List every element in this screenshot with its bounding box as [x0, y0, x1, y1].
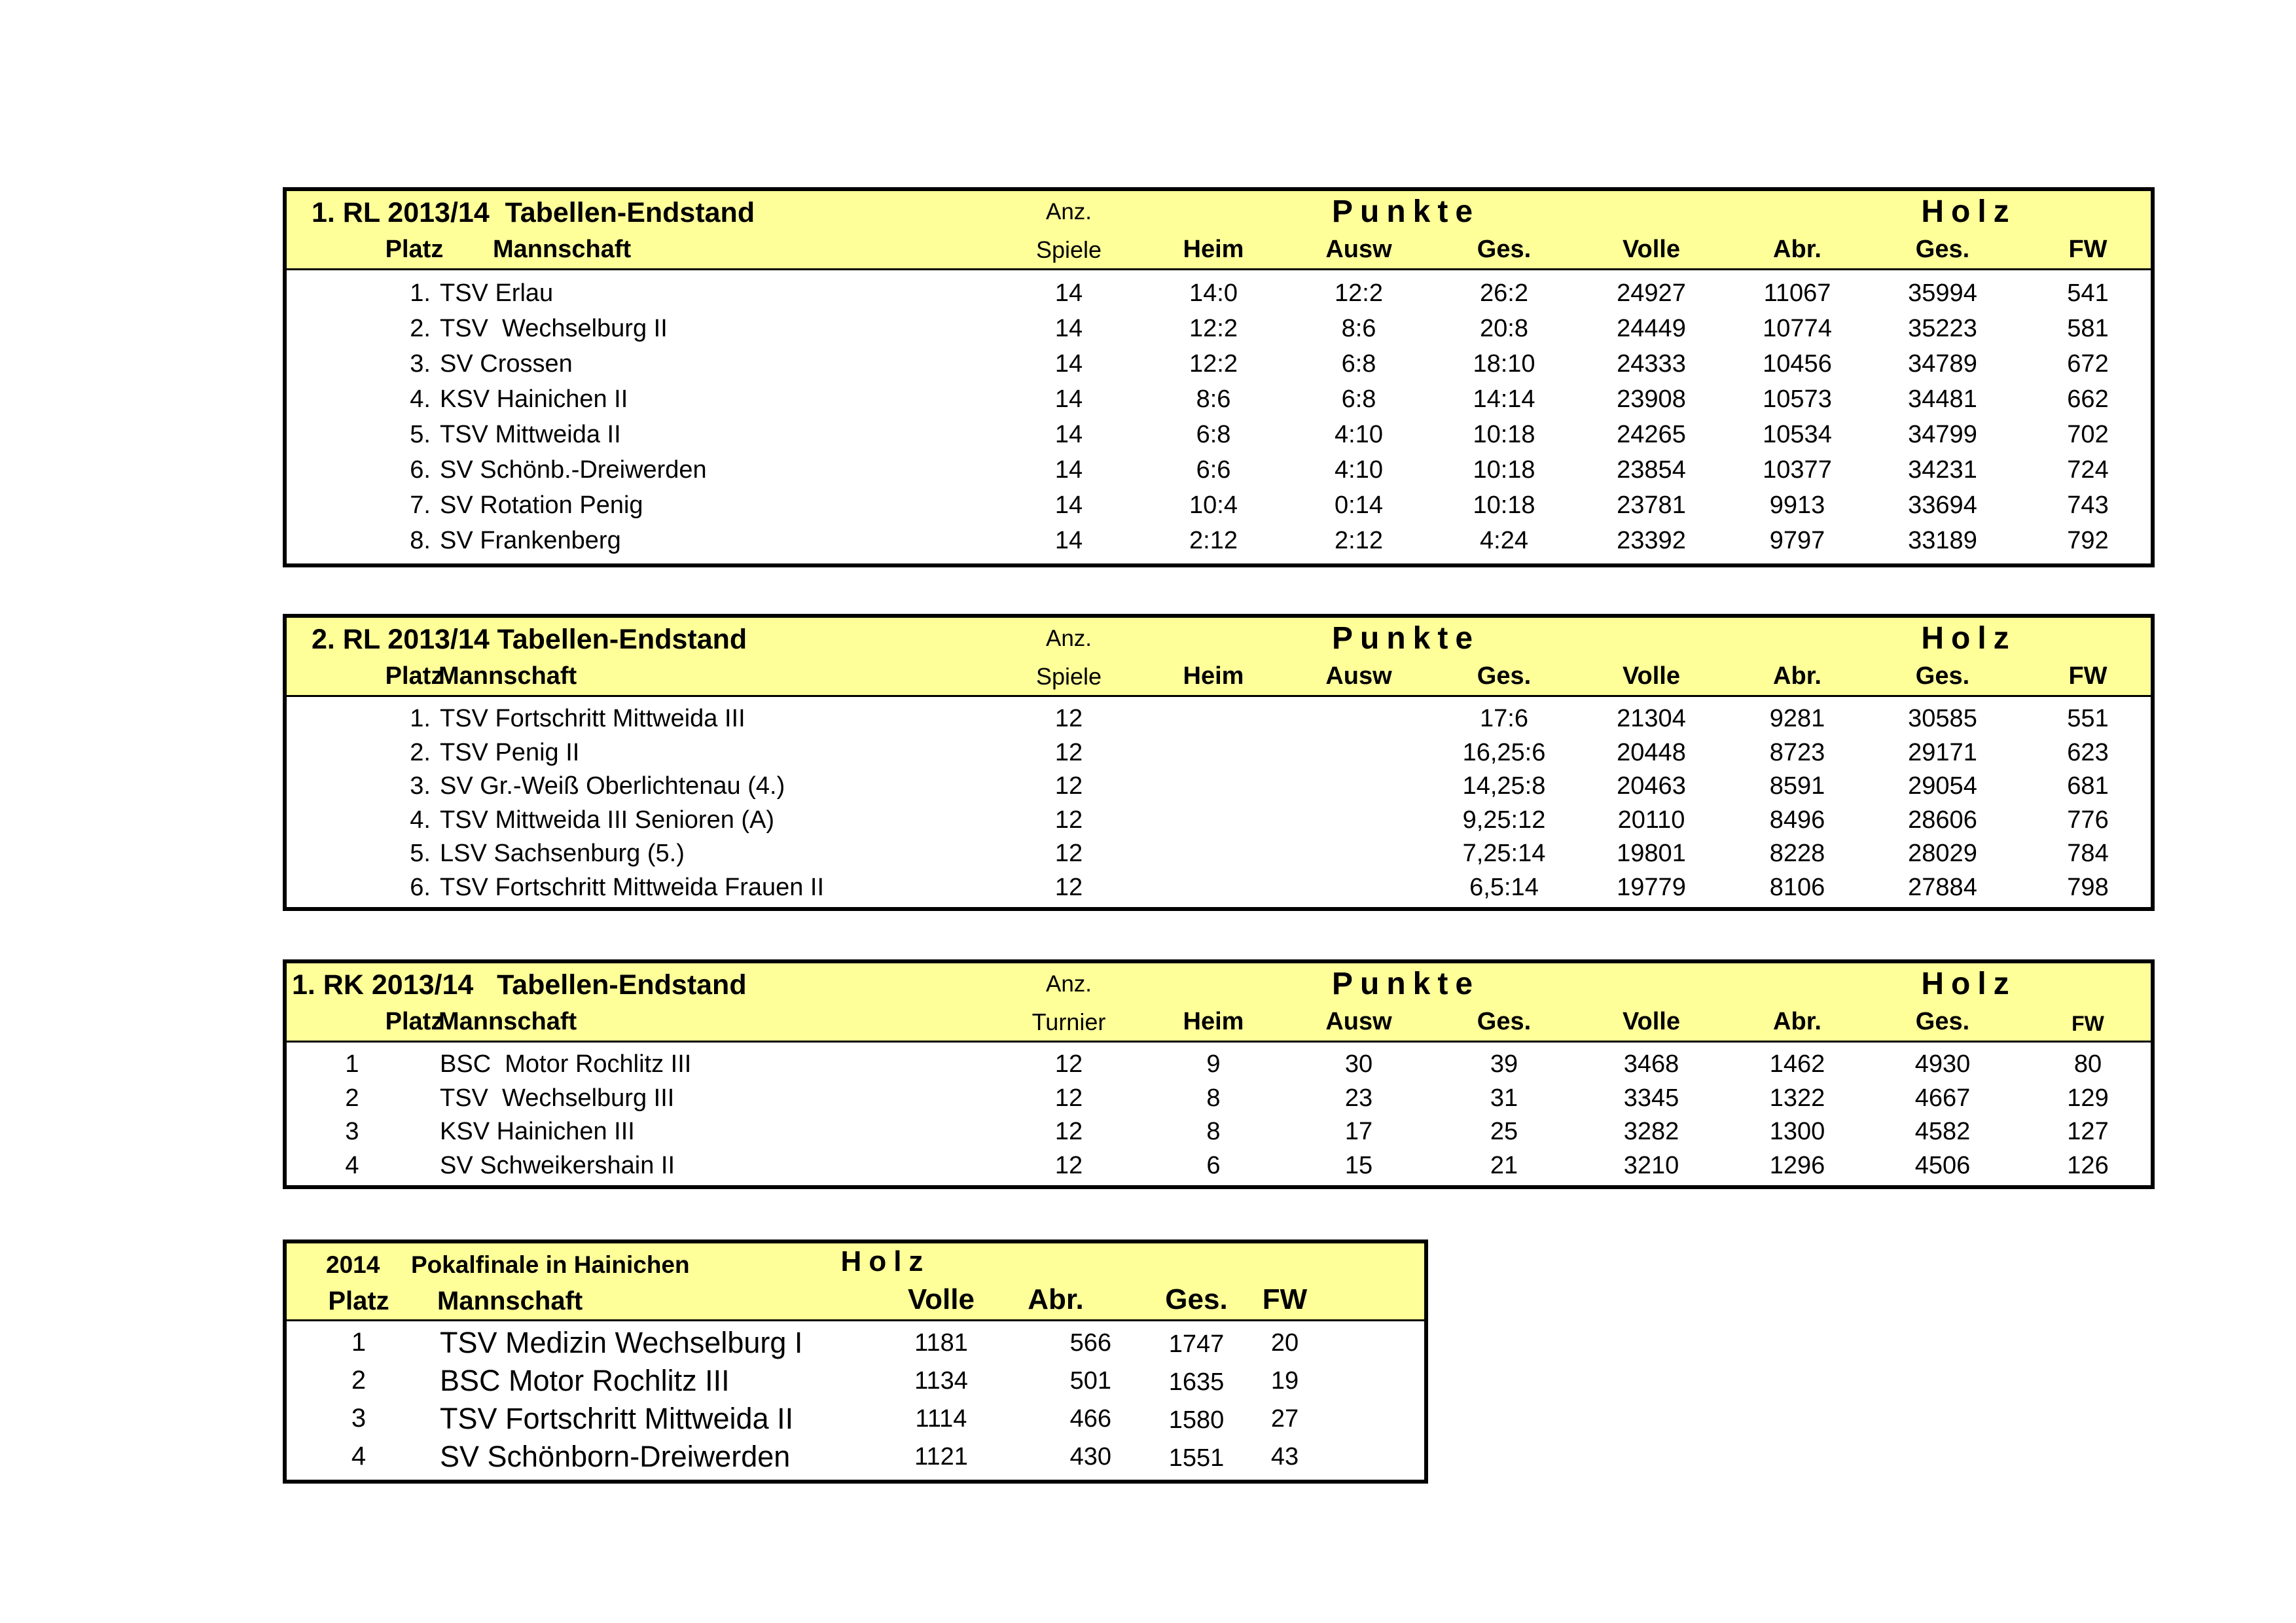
row-abr: 466: [1069, 1405, 1111, 1433]
row-ausw: 6:8: [1341, 350, 1376, 378]
row-heim: 14:0: [1189, 279, 1238, 307]
col-volle: Volle: [1623, 662, 1680, 690]
standings-table-3: [283, 959, 2155, 1189]
row-holz: 28606: [1908, 806, 1977, 834]
row-fw: 776: [2067, 806, 2109, 834]
row-team: TSV Wechselburg III: [440, 1084, 675, 1112]
row-team: SV Crossen: [440, 350, 573, 378]
row-platz: 4.: [410, 385, 431, 413]
table-body: [287, 270, 2151, 563]
row-fw: 623: [2067, 738, 2109, 766]
row-volle: 21304: [1617, 705, 1686, 732]
row-anz: 12: [1054, 1084, 1083, 1112]
row-team: TSV Erlau: [440, 279, 554, 307]
row-abr: 10377: [1763, 456, 1832, 484]
row-volle: 1134: [914, 1367, 968, 1395]
row-ges: 1580: [1168, 1406, 1225, 1434]
row-holz: 30585: [1908, 705, 1977, 732]
row-team: TSV Medizin Wechselburg I: [440, 1326, 803, 1359]
row-fw: 20: [1270, 1329, 1299, 1357]
row-abr: 9797: [1769, 527, 1825, 554]
row-volle: 24449: [1617, 315, 1686, 342]
row-abr: 8106: [1769, 873, 1825, 901]
pokal-holz-label: Holz: [840, 1245, 931, 1277]
row-team: TSV Penig II: [440, 738, 580, 766]
row-platz: 5.: [410, 421, 431, 448]
row-fw: 80: [2073, 1050, 2102, 1078]
row-ges: 21: [1490, 1151, 1518, 1179]
row-holz: 34799: [1908, 421, 1977, 448]
row-ges: 14:14: [1473, 385, 1535, 413]
row-platz: 3: [351, 1404, 367, 1433]
row-ausw: 23: [1344, 1084, 1373, 1112]
row-holz: 34789: [1908, 350, 1977, 378]
row-anz: 12: [1054, 705, 1083, 732]
row-ausw: 0:14: [1335, 491, 1383, 519]
row-abr: 8228: [1769, 840, 1825, 867]
row-platz: 4: [351, 1442, 367, 1471]
row-volle: 3282: [1623, 1118, 1679, 1145]
row-holz: 28029: [1908, 840, 1977, 867]
holz-label: Holz: [1921, 967, 2017, 1001]
table-row: [287, 1324, 1424, 1362]
table-header: [287, 963, 2151, 1043]
row-holz: 4506: [1914, 1151, 1971, 1179]
col-ges2: Ges.: [1915, 662, 1970, 690]
row-fw: 681: [2067, 772, 2109, 800]
row-abr: 10534: [1763, 421, 1832, 448]
col-ausw: Ausw: [1325, 662, 1392, 690]
pokal-header: [287, 1243, 1424, 1321]
row-abr: 10456: [1763, 350, 1832, 378]
row-holz: 34231: [1908, 456, 1977, 484]
pokal-col-ges: Ges.: [1165, 1283, 1228, 1315]
table-header: [287, 191, 2151, 270]
col-anz-sub: Turnier: [1031, 1008, 1106, 1035]
row-anz: 12: [1054, 1118, 1083, 1145]
row-team: TSV Fortschritt Mittweida II: [440, 1402, 794, 1435]
row-abr: 566: [1069, 1329, 1111, 1357]
row-team: BSC Motor Rochlitz III: [440, 1050, 692, 1078]
col-ges2: Ges.: [1915, 236, 1970, 263]
row-platz: 7.: [410, 491, 431, 519]
row-ges: 7,25:14: [1462, 840, 1546, 867]
anz-label: Anz.: [1045, 626, 1092, 651]
row-holz: 4667: [1914, 1084, 1971, 1112]
col-mannschaft: Mannschaft: [439, 1008, 577, 1035]
row-ges: 10:18: [1473, 491, 1535, 519]
row-fw: 129: [2067, 1084, 2109, 1112]
row-abr: 11067: [1763, 279, 1831, 307]
row-ausw: 30: [1344, 1050, 1373, 1078]
row-volle: 20110: [1617, 806, 1685, 834]
anz-label: Anz.: [1045, 971, 1092, 997]
row-platz: 5.: [410, 840, 431, 867]
standings-table-1: [283, 187, 2155, 567]
row-heim: 12:2: [1189, 350, 1238, 378]
pokal-col-fw: FW: [1262, 1283, 1308, 1315]
row-fw: 743: [2067, 491, 2109, 519]
row-fw: 662: [2067, 385, 2109, 413]
table-row: [287, 1114, 2151, 1148]
row-volle: 3468: [1623, 1050, 1679, 1078]
row-anz: 12: [1054, 840, 1083, 867]
table-row: [287, 523, 2151, 558]
row-team: SV Schönborn-Dreiwerden: [440, 1440, 791, 1473]
standings-table-2: [283, 614, 2155, 911]
table-row: [287, 276, 2151, 311]
table-body: [287, 1043, 2151, 1185]
row-volle: 23392: [1617, 527, 1686, 554]
row-volle: 23781: [1617, 491, 1686, 519]
pokal-col-volle: Volle: [908, 1283, 975, 1315]
row-fw: 27: [1270, 1405, 1299, 1433]
col-ges: Ges.: [1477, 1008, 1532, 1035]
row-holz: 33189: [1908, 527, 1977, 554]
row-platz: 8.: [410, 527, 431, 554]
table-row: [287, 701, 2151, 735]
row-anz: 12: [1054, 806, 1083, 834]
row-abr: 9913: [1769, 491, 1825, 519]
row-ges: 26:2: [1480, 279, 1528, 307]
row-ausw: 4:10: [1335, 456, 1383, 484]
col-fw: FW: [2068, 662, 2108, 690]
col-abr: Abr.: [1773, 1008, 1821, 1035]
row-abr: 1462: [1769, 1050, 1825, 1078]
row-holz: 29171: [1908, 738, 1977, 766]
row-anz: 14: [1054, 315, 1083, 342]
col-anz-sub: Spiele: [1035, 236, 1102, 263]
table-row: [287, 768, 2151, 802]
table-row: [287, 1438, 1424, 1476]
table-row: [287, 452, 2151, 488]
table-row: [287, 311, 2151, 346]
row-holz: 29054: [1908, 772, 1977, 800]
row-volle: 24927: [1617, 279, 1686, 307]
table-row: [287, 1148, 2151, 1182]
col-mannschaft: Mannschaft: [439, 662, 577, 690]
row-anz: 12: [1054, 873, 1083, 901]
col-heim: Heim: [1183, 236, 1244, 263]
row-team: TSV Wechselburg II: [440, 315, 668, 342]
row-ges: 16,25:6: [1462, 738, 1546, 766]
row-volle: 3210: [1623, 1151, 1679, 1179]
row-fw: 19: [1270, 1367, 1299, 1395]
row-platz: 2: [351, 1366, 367, 1395]
table-body: [287, 697, 2151, 907]
row-abr: 8591: [1769, 772, 1825, 800]
row-holz: 33694: [1908, 491, 1977, 519]
col-platz: Platz: [385, 1008, 444, 1035]
col-ges: Ges.: [1477, 236, 1532, 263]
row-platz: 4: [345, 1151, 359, 1179]
row-team: TSV Fortschritt Mittweida Frauen II: [440, 873, 825, 901]
row-abr: 8496: [1769, 806, 1825, 834]
row-anz: 14: [1054, 350, 1083, 378]
punkte-label: Punkte: [1331, 194, 1480, 229]
row-team: TSV Mittweida III Senioren (A): [440, 806, 775, 834]
table-row: [287, 802, 2151, 836]
row-heim: 6:8: [1196, 421, 1231, 448]
row-team: TSV Fortschritt Mittweida III: [440, 705, 745, 732]
pokal-title: Pokalfinale in Hainichen: [411, 1251, 690, 1278]
row-ges: 1551: [1168, 1444, 1225, 1472]
row-anz: 14: [1054, 456, 1083, 484]
row-anz: 14: [1054, 279, 1083, 307]
table-title: 1. RL 2013/14 Tabellen-Endstand: [312, 197, 755, 228]
row-volle: 1114: [915, 1405, 967, 1433]
row-team: BSC Motor Rochlitz III: [440, 1364, 730, 1397]
pokal-col-mannschaft: Mannschaft: [437, 1287, 583, 1315]
row-anz: 12: [1054, 1050, 1083, 1078]
row-ausw: 2:12: [1335, 527, 1383, 554]
row-ges: 18:10: [1473, 350, 1535, 378]
row-holz: 4930: [1914, 1050, 1971, 1078]
pokal-col-platz: Platz: [328, 1287, 389, 1315]
row-heim: 8: [1206, 1084, 1221, 1112]
row-fw: 798: [2067, 873, 2109, 901]
row-ausw: 8:6: [1341, 315, 1376, 342]
row-holz: 35994: [1908, 279, 1977, 307]
row-ges: 10:18: [1473, 456, 1535, 484]
col-heim: Heim: [1183, 662, 1244, 690]
row-ausw: 6:8: [1341, 385, 1376, 413]
row-heim: 2:12: [1189, 527, 1238, 554]
row-fw: 551: [2067, 705, 2109, 732]
col-mannschaft: Mannschaft: [493, 236, 632, 263]
row-platz: 4.: [410, 806, 431, 834]
table-row: [287, 1400, 1424, 1438]
row-volle: 20448: [1617, 738, 1686, 766]
pokal-table: [283, 1240, 1428, 1484]
row-heim: 12:2: [1189, 315, 1238, 342]
anz-label: Anz.: [1045, 199, 1092, 224]
row-abr: 1300: [1769, 1118, 1825, 1145]
row-fw: 541: [2067, 279, 2109, 307]
pokal-body: [287, 1321, 1424, 1480]
row-volle: 1121: [914, 1443, 968, 1471]
row-ges: 1747: [1168, 1330, 1225, 1358]
table-row: [287, 735, 2151, 769]
row-anz: 12: [1054, 1151, 1083, 1179]
row-platz: 1: [345, 1050, 359, 1078]
row-holz: 35223: [1908, 315, 1977, 342]
row-ges: 17:6: [1480, 705, 1528, 732]
col-abr: Abr.: [1773, 662, 1821, 690]
row-platz: 2: [345, 1084, 359, 1112]
row-fw: 702: [2067, 421, 2109, 448]
row-volle: 23854: [1617, 456, 1686, 484]
row-volle: 20463: [1617, 772, 1686, 800]
row-abr: 10573: [1763, 385, 1832, 413]
row-platz: 2.: [410, 738, 431, 766]
row-fw: 792: [2067, 527, 2109, 554]
pokal-col-abr: Abr.: [1028, 1283, 1084, 1315]
row-platz: 6.: [410, 873, 431, 901]
row-team: SV Frankenberg: [440, 527, 621, 554]
row-team: LSV Sachsenburg (5.): [440, 840, 685, 867]
row-team: KSV Hainichen III: [440, 1118, 635, 1145]
row-team: TSV Mittweida II: [440, 421, 621, 448]
row-volle: 1181: [914, 1329, 968, 1357]
row-volle: 3345: [1623, 1084, 1679, 1112]
row-platz: 1.: [410, 279, 431, 307]
table-row: [287, 1362, 1424, 1400]
row-fw: 126: [2067, 1151, 2109, 1179]
row-fw: 784: [2067, 840, 2109, 867]
table-row: [287, 488, 2151, 523]
col-heim: Heim: [1183, 1008, 1244, 1035]
col-ausw: Ausw: [1325, 236, 1392, 263]
table-row: [287, 382, 2151, 417]
row-volle: 19779: [1617, 873, 1686, 901]
table-row: [287, 870, 2151, 904]
row-team: SV Schweikershain II: [440, 1151, 675, 1179]
row-abr: 8723: [1769, 738, 1825, 766]
row-abr: 1296: [1769, 1151, 1825, 1179]
row-holz: 34481: [1908, 385, 1977, 413]
row-ausw: 15: [1344, 1151, 1373, 1179]
row-anz: 14: [1054, 527, 1083, 554]
row-anz: 12: [1054, 772, 1083, 800]
row-ges: 1635: [1168, 1368, 1225, 1396]
row-holz: 4582: [1914, 1118, 1971, 1145]
row-platz: 3.: [410, 350, 431, 378]
row-abr: 10774: [1763, 315, 1832, 342]
holz-label: Holz: [1921, 194, 2017, 229]
col-platz: Platz: [385, 236, 444, 263]
table-header: [287, 618, 2151, 697]
row-abr: 501: [1069, 1367, 1111, 1395]
row-ges: 14,25:8: [1462, 772, 1546, 800]
col-ausw: Ausw: [1325, 1008, 1392, 1035]
row-holz: 27884: [1908, 873, 1977, 901]
col-ges: Ges.: [1477, 662, 1532, 690]
row-fw: 581: [2067, 315, 2109, 342]
row-platz: 3.: [410, 772, 431, 800]
row-platz: 1.: [410, 705, 431, 732]
table-row: [287, 417, 2151, 452]
row-heim: 10:4: [1189, 491, 1238, 519]
row-team: SV Schönb.-Dreiwerden: [440, 456, 707, 484]
table-row: [287, 1080, 2151, 1115]
punkte-label: Punkte: [1331, 621, 1480, 656]
table-row: [287, 836, 2151, 870]
row-heim: 8: [1206, 1118, 1221, 1145]
row-volle: 23908: [1617, 385, 1686, 413]
row-ges: 25: [1490, 1118, 1518, 1145]
row-heim: 6: [1206, 1151, 1221, 1179]
row-ges: 4:24: [1480, 527, 1528, 554]
row-volle: 24265: [1617, 421, 1686, 448]
row-team: SV Rotation Penig: [440, 491, 643, 519]
table-title: 2. RL 2013/14 Tabellen-Endstand: [312, 624, 747, 655]
row-abr: 430: [1069, 1443, 1111, 1471]
col-platz: Platz: [385, 662, 444, 690]
row-heim: 9: [1206, 1050, 1221, 1078]
row-fw: 43: [1270, 1443, 1299, 1471]
row-ges: 39: [1490, 1050, 1518, 1078]
col-fw: FW: [2072, 1012, 2104, 1035]
row-ausw: 17: [1344, 1118, 1373, 1145]
row-fw: 672: [2067, 350, 2109, 378]
row-team: SV Gr.-Weiß Oberlichtenau (4.): [440, 772, 785, 800]
row-ausw: 12:2: [1335, 279, 1383, 307]
pokal-year: 2014: [326, 1251, 380, 1278]
table-row: [287, 346, 2151, 382]
row-ges: 20:8: [1480, 315, 1528, 342]
table-title: 1. RK 2013/14 Tabellen-Endstand: [292, 969, 747, 1001]
col-fw: FW: [2068, 236, 2108, 263]
col-ges2: Ges.: [1915, 1008, 1970, 1035]
row-volle: 24333: [1617, 350, 1686, 378]
row-volle: 19801: [1617, 840, 1686, 867]
table-row: [287, 1046, 2151, 1080]
col-abr: Abr.: [1773, 236, 1821, 263]
row-ges: 31: [1490, 1084, 1518, 1112]
row-platz: 3: [345, 1118, 359, 1145]
row-heim: 6:6: [1196, 456, 1231, 484]
row-platz: 2.: [410, 315, 431, 342]
row-anz: 14: [1054, 385, 1083, 413]
col-anz-sub: Spiele: [1035, 663, 1102, 690]
row-ausw: 4:10: [1335, 421, 1383, 448]
row-abr: 1322: [1769, 1084, 1825, 1112]
row-ges: 6,5:14: [1469, 873, 1539, 901]
row-platz: 1: [351, 1328, 367, 1357]
col-volle: Volle: [1623, 1008, 1680, 1035]
row-team: KSV Hainichen II: [440, 385, 628, 413]
row-platz: 6.: [410, 456, 431, 484]
col-volle: Volle: [1623, 236, 1680, 263]
row-anz: 14: [1054, 421, 1083, 448]
holz-label: Holz: [1921, 621, 2017, 656]
row-ges: 9,25:12: [1462, 806, 1546, 834]
row-anz: 12: [1054, 738, 1083, 766]
row-abr: 9281: [1769, 705, 1825, 732]
row-fw: 724: [2067, 456, 2109, 484]
row-heim: 8:6: [1196, 385, 1231, 413]
punkte-label: Punkte: [1331, 967, 1480, 1001]
row-anz: 14: [1054, 491, 1083, 519]
row-ges: 10:18: [1473, 421, 1535, 448]
row-fw: 127: [2067, 1118, 2109, 1145]
